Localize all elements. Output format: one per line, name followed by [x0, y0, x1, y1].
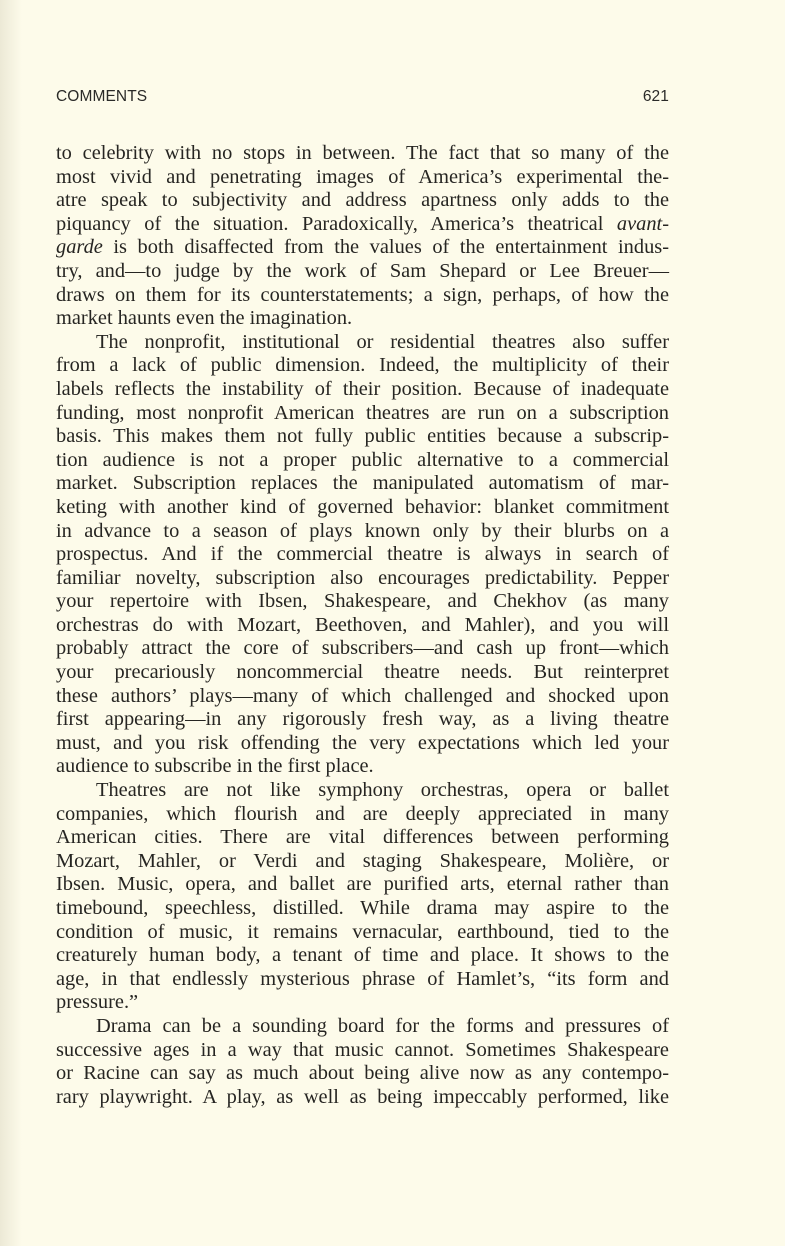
text-line — [56, 142, 669, 166]
text-line — [56, 1062, 669, 1086]
page-gutter-shade — [0, 0, 22, 1246]
line-text: keting with another kind of governed behavior: blanket commitment — [56, 495, 669, 518]
text-line — [56, 897, 669, 921]
line-text: most vivid and penetrating images of America’s experimental the- — [56, 165, 669, 188]
line-text: American cities. There are vital differences between performing — [56, 826, 669, 849]
body-text — [56, 142, 669, 1109]
line-text: orchestras do with Mozart, Beethoven, and Mahler), and you will — [56, 613, 669, 636]
line-text: tion audience is not a proper public alternative to a commercial — [56, 448, 669, 471]
line-text: creaturely human body, a tenant of time and place. It shows to the — [56, 944, 669, 967]
text-line — [56, 968, 669, 992]
text-line — [56, 543, 669, 567]
text-line — [56, 637, 669, 661]
italic-term: avant- — [616, 212, 669, 235]
line-text: must, and you risk offending the very expectations which led your — [56, 731, 669, 754]
text-line — [56, 614, 669, 638]
line-text: audience to subscribe in the first place. — [56, 755, 374, 778]
paragraph-first-line — [56, 1015, 669, 1039]
line-text: timebound, speechless, distilled. While drama may aspire to the — [56, 897, 669, 919]
text-line — [56, 425, 669, 449]
line-text: Theatres are not like symphony orchestras, opera or ballet — [96, 779, 669, 802]
line-text: successive ages in a way that music cannot. Sometimes Shakespeare — [56, 1038, 669, 1061]
line-text: Drama can be a sounding board for the forms and pressures of — [96, 1014, 669, 1037]
line-text: market haunts even the imagination. — [56, 307, 353, 330]
text-line — [56, 520, 669, 544]
line-text: probably attract the core of subscribers—and cash up front—which — [56, 637, 669, 660]
text-line — [56, 921, 669, 945]
line-text: companies, which flourish and are deeply appreciated in many — [56, 802, 669, 825]
line-text: try, and—to judge by the work of Sam Shepard or Lee Breuer— — [56, 259, 669, 282]
text-line — [56, 826, 669, 850]
line-text: rary playwright. A play, as well as being impeccably performed, like — [56, 1085, 669, 1108]
running-head — [56, 88, 669, 108]
line-text: basis. This makes them not fully public entities because a subscrip- — [56, 425, 669, 448]
paragraph-first-line — [56, 331, 669, 355]
text-line — [56, 402, 669, 426]
line-text: draws on them for its counterstatements; a sign, perhaps, of how the — [56, 283, 669, 306]
line-text: your precariously noncommercial theatre needs. But reinterpret — [56, 661, 669, 684]
text-line — [56, 567, 669, 591]
text-line — [56, 708, 669, 732]
text-line — [56, 873, 669, 897]
line-text: Ibsen. Music, opera, and ballet are purified arts, eternal rather than — [56, 873, 669, 896]
text-line — [56, 803, 669, 827]
text-line — [56, 449, 669, 473]
text-line — [56, 590, 669, 614]
text-line — [56, 307, 669, 331]
text-line — [56, 166, 669, 190]
line-text: to celebrity with no stops in between. The fact that so many of the — [56, 142, 669, 164]
text-line — [56, 472, 669, 496]
line-text: prospectus. And if the commercial theatre is always in search of — [56, 543, 669, 566]
line-text: labels reflects the instability of their position. Because of inadequate — [56, 377, 669, 400]
line-text: funding, most nonprofit American theatres are run on a subscription — [56, 401, 669, 424]
text-line — [56, 944, 669, 968]
section-title: COMMENTS — [56, 88, 148, 105]
text-line — [56, 354, 669, 378]
text-line — [56, 260, 669, 284]
text-line — [56, 189, 669, 213]
paragraph-first-line — [56, 779, 669, 803]
line-text: piquancy of the situation. Paradoxically, America’s theatrical — [56, 212, 604, 235]
line-text: is both disaffected from the values of the entertainment indus- — [102, 236, 669, 259]
text-line — [56, 732, 669, 756]
line-text: pressure.” — [56, 991, 139, 1014]
text-line — [56, 755, 669, 779]
text-line — [56, 1086, 669, 1110]
italic-term: garde — [56, 236, 103, 259]
text-line — [56, 213, 669, 237]
line-text: first appearing—in any rigorously fresh way, as a living theatre — [56, 708, 669, 731]
line-text: market. Subscription replaces the manipulated automatism of mar- — [56, 472, 669, 495]
line-text: or Racine can say as much about being alive now as any contempo- — [56, 1062, 669, 1085]
line-text: your repertoire with Ibsen, Shakespeare, and Chekhov (as many — [56, 590, 669, 613]
text-line — [56, 661, 669, 685]
line-text: Mozart, Mahler, or Verdi and staging Shakespeare, Molière, or — [56, 849, 669, 872]
text-line — [56, 685, 669, 709]
line-text: age, in that endlessly mysterious phrase of Hamlet’s, “its form and — [56, 967, 669, 990]
text-line — [56, 496, 669, 520]
line-text: atre speak to subjectivity and address apartness only adds to the — [56, 189, 669, 212]
text-line — [56, 236, 669, 260]
line-text: familiar novelty, subscription also encourages predictability. Pepper — [56, 566, 669, 589]
line-text: from a lack of public dimension. Indeed, the multiplicity of their — [56, 354, 669, 377]
line-text: condition of music, it remains vernacular, earthbound, tied to the — [56, 920, 669, 943]
text-line — [56, 850, 669, 874]
page-number: 621 — [642, 88, 669, 105]
text-line — [56, 991, 669, 1015]
text-line — [56, 284, 669, 308]
line-text: these authors’ plays—many of which challenged and shocked upon — [56, 684, 669, 707]
text-line — [56, 1039, 669, 1063]
line-text: The nonprofit, institutional or residential theatres also suffer — [96, 330, 669, 353]
text-line — [56, 378, 669, 402]
line-text: in advance to a season of plays known only by their blurbs on a — [56, 519, 669, 542]
